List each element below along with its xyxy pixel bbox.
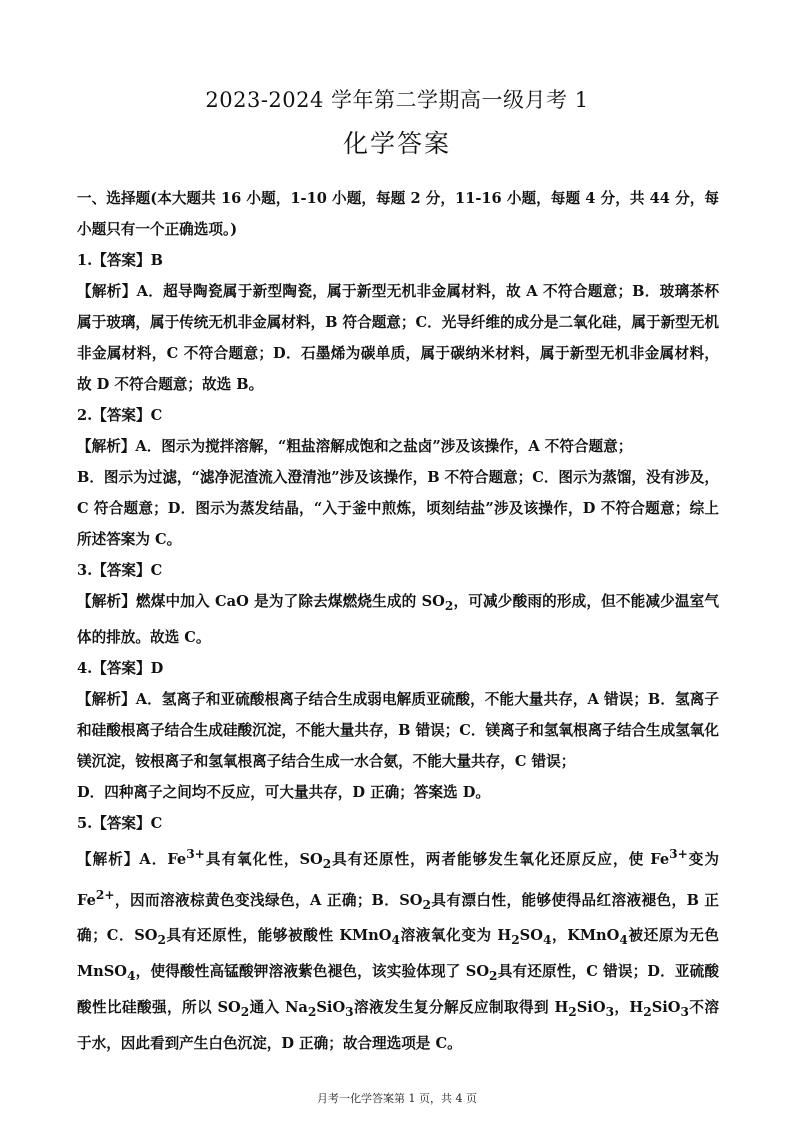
subscript: 4	[391, 933, 400, 948]
subscript: 2	[157, 933, 166, 948]
subscript: 4	[127, 969, 136, 984]
analysis-3-text: ，可减少酸雨的形成，但不能减少温室气体的排放。故选 C。	[77, 593, 719, 646]
answer-4: 4.【答案】D	[77, 659, 164, 677]
text-run: 被还原为无色 MnSO	[77, 927, 720, 981]
page-title: 2023-2024 学年第二学期高一级月考 1	[205, 88, 589, 112]
text-run: 具有漂白性，能够使得品红溶液褪色，B 正确；C．SO	[77, 891, 719, 945]
analysis-1: 【解析】A．超导陶瓷属于新型陶瓷，属于新型无机非金属材料，故 A 不符合题意；B．玻璃茶杯属于玻璃，属于传统无机非金属材料，B 符合题意；C．光导纤维的成分是二氧化硅，属于新型无机非金属材料，C 不符合题意；D．石墨烯为碳单质，属于碳纳米材料，属于新型无机非金属材料，故 D 不符合题意；故选 B。	[77, 283, 719, 393]
subscript: 2	[322, 856, 332, 871]
analysis-3-text: 【解析】燃煤中加入 CaO 是为了除去煤燃烧生成的 SO	[77, 593, 445, 610]
text-run: 具有还原性，能够被酸性 KMnO	[165, 927, 392, 945]
analysis-4d: D．四种离子之间均不反应，可大量共存，D 正确；答案选 D。	[77, 783, 490, 801]
section-heading: 一、选择题(本大题共 16 小题，1-10 小题，每题 2 分，11-16 小题，每题 4 分，共 44 分，每小题只有一个正确选项。)	[77, 190, 719, 238]
answer-1: 1.【答案】B	[77, 252, 163, 269]
text-run: 【解析】A．Fe	[77, 850, 187, 868]
subscript: 4	[542, 933, 552, 948]
subscript: 2	[307, 1005, 317, 1020]
text-run: 溶液氧化变为 H	[399, 927, 512, 945]
text-run: SiO	[651, 999, 681, 1017]
analysis-3	[77, 586, 719, 653]
answer-3: 3.【答案】C	[77, 562, 163, 579]
answer-5: 5.【答案】C	[77, 814, 163, 832]
analysis-5	[77, 839, 719, 1059]
subscript: 4	[619, 933, 628, 948]
text-run: 变为 Fe	[77, 850, 719, 909]
subscript: 2	[643, 1005, 652, 1020]
superscript: 3+	[186, 846, 205, 861]
text-run: 不溶于水，因此看到产生白色沉淀，D 正确；故合理选项是 C。	[77, 999, 719, 1053]
subscript: 2	[568, 1005, 577, 1020]
subscript: 2	[489, 969, 498, 984]
text-run: 具有氧化性，SO	[204, 850, 323, 868]
analysis-4: 【解析】A．氢离子和亚硫酸根离子结合生成弱电解质亚硫酸，不能大量共存，A 错误；B．氢离子和硅酸根离子结合生成硅酸沉淀，不能大量共存，B 错误；C．镁离子和氢氧根离子结合生成氢氧化镁沉淀，铵根离子和氢氧根离子结合生成一水合氨，不能大量共存，C 错误；	[77, 690, 719, 770]
text-run: SO	[519, 927, 543, 945]
subscript: 2	[444, 598, 454, 613]
answer-2: 2.【答案】C	[77, 407, 163, 424]
text-run: ，因而溶液棕黄色变浅绿色，A 正确；B．SO	[114, 891, 423, 909]
subscript: 2	[422, 897, 431, 912]
subscript: 3	[345, 1005, 354, 1020]
answer-content	[77, 183, 719, 1059]
superscript: 2+	[95, 887, 115, 902]
subscript: 2	[511, 933, 520, 948]
subscript: 3	[680, 1005, 689, 1020]
page-footer: 月考一化学答案第 1 页，共 4 页	[317, 1092, 477, 1105]
text-run: SiO	[316, 999, 346, 1017]
text-run: 通入 Na	[249, 999, 308, 1017]
page-subtitle: 化学答案	[342, 129, 451, 158]
text-run: 具有还原性，C 错误；D．亚硫酸酸性比硅酸强，所以 SO	[77, 963, 719, 1017]
text-run: SiO	[576, 999, 606, 1017]
text-run: 溶液发生复分解反应制取得到 H	[353, 999, 569, 1017]
text-run: ，H	[614, 999, 644, 1017]
text-run: ，KMnO	[551, 927, 620, 945]
text-run: 具有还原性，两者能够发生氧化还原反应，使 Fe	[331, 850, 670, 868]
subscript: 2	[240, 1005, 250, 1020]
text-run: ，使得酸性高锰酸钾溶液紫色褪色，该实验体现了 SO	[135, 963, 490, 981]
analysis-2b: B．图示为过滤，“滤净泥渣流入澄清池”涉及该操作，B 不符合题意；C．图示为蒸馏，没有涉及，C 符合题意；D．图示为蒸发结晶，“入于釜中煎炼，顷刻结盐”涉及该操作，D 不符合题意；综上所述答案为 C。	[77, 469, 719, 548]
superscript: 3+	[669, 846, 688, 861]
subscript: 3	[605, 1005, 615, 1020]
analysis-2a: 【解析】A．图示为搅拌溶解，“粗盐溶解成饱和之盐卤”涉及该操作，A 不符合题意；	[77, 438, 633, 455]
